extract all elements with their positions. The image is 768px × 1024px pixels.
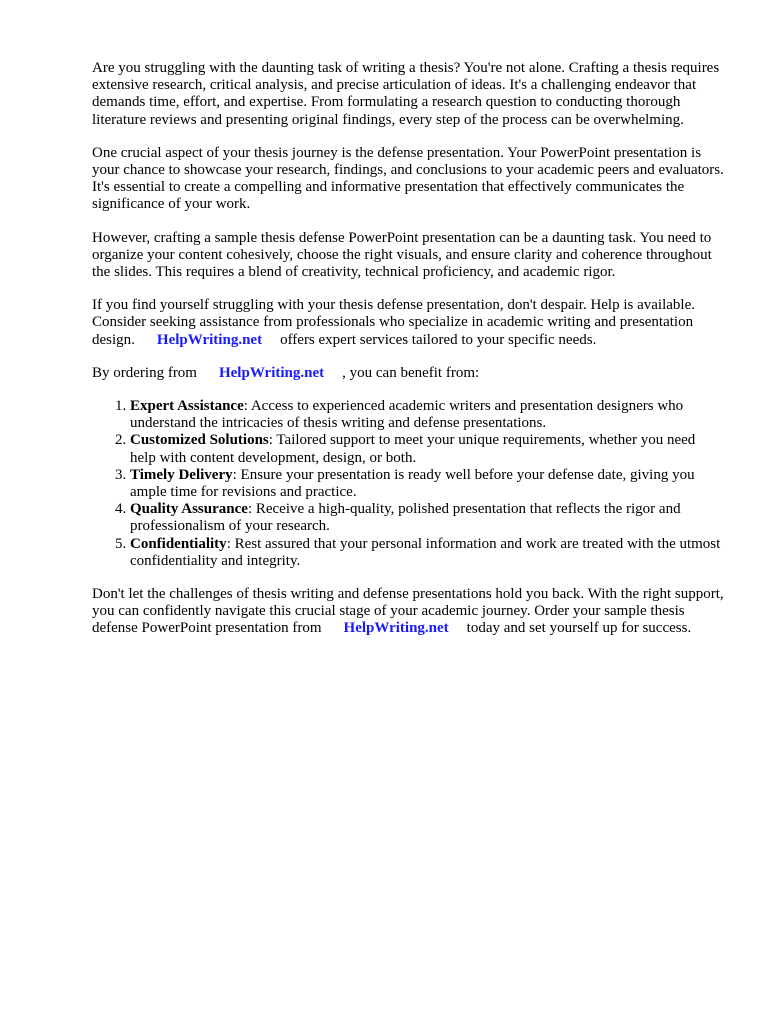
list-item (130, 467, 724, 501)
defense-presentation-paragraph: One crucial aspect of your thesis journey is the defense presentation. Your PowerPoint presentation is your chance to showcase your research, findings, and conclusions to your academic peers and evaluators. It's essential to create a compelling and informative presentation that effectively communicates the significance of your work. (92, 144, 724, 213)
intro-paragraph: Are you struggling with the daunting task of writing a thesis? You're not alone. Crafting a thesis requires extensive research, critical analysis, and precise articulation of ideas. It's a challenging endeavor that demands time, effort, and expertise. From formulating a research question to conducting thorough literature reviews and presenting original findings, every step of the process can be overwhelming. (92, 60, 720, 128)
list-item (130, 432, 724, 466)
benefit-text: : Rest assured that your personal information and work are treated with the utmost confidentiality and integrity. (130, 535, 721, 569)
closing-paragraph (92, 586, 724, 638)
document-page (92, 60, 724, 654)
list-item (130, 536, 724, 570)
help-paragraph-text-before: If you find yourself struggling with your thesis defense presentation, don't despair. Help is available. Consider seeking assistance from professionals who specialize in academic writing and presentation design. (92, 297, 695, 348)
ordering-paragraph-text-after: , you can benefit from: (342, 364, 480, 381)
benefit-text: : Receive a high-quality, polished presentation that reflects the rigor and professionalism of your research. (130, 501, 681, 535)
benefit-term: Quality Assurance (130, 501, 248, 518)
help-paragraph (92, 297, 724, 349)
list-item (130, 501, 724, 535)
benefit-text: : Ensure your presentation is ready well before your defense date, giving you ample time for revisions and practice. (130, 466, 695, 501)
helpwriting-link[interactable]: HelpWriting.net (218, 364, 325, 381)
help-paragraph-text-after: offers expert services tailored to your specific needs. (280, 331, 597, 348)
benefits-list (92, 398, 724, 570)
benefit-text: : Access to experienced academic writers and presentation designers who understand the intricacies of thesis writing and defense presentations. (130, 398, 684, 432)
helpwriting-link[interactable]: HelpWriting.net (343, 620, 449, 637)
benefit-term: Timely Delivery (130, 466, 233, 483)
closing-paragraph-text-before: Don't let the challenges of thesis writing and defense presentations hold you back. With the right support, you can confidently navigate this crucial stage of your academic journey. Order your sample thesis defense PowerPoint presentation from (92, 586, 724, 637)
benefit-term: Confidentiality (130, 535, 227, 552)
benefit-term: Customized Solutions (130, 432, 269, 449)
benefit-term: Expert Assistance (130, 398, 244, 415)
crafting-paragraph: However, crafting a sample thesis defense PowerPoint presentation can be a daunting task. You need to organize your content cohesively, choose the right visuals, and ensure clarity and coherence throughout the slides. This requires a blend of creativity, technical proficiency, and academic rigor. (92, 229, 712, 281)
ordering-paragraph-text-before: By ordering from (92, 364, 197, 381)
list-item (130, 398, 724, 432)
closing-paragraph-text-after: today and set yourself up for success. (466, 620, 692, 637)
ordering-paragraph (92, 365, 724, 382)
benefit-text: : Tailored support to meet your unique requirements, whether you need help with content development, design, or both. (130, 432, 696, 466)
helpwriting-link[interactable]: HelpWriting.net (156, 331, 263, 348)
